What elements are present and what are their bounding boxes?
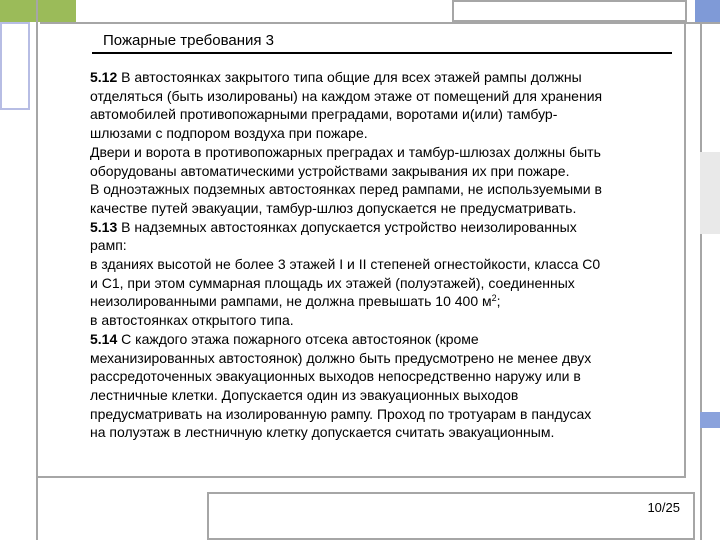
title-underline	[92, 52, 672, 54]
line-text: в зданиях высотой не более 3 этажей I и II степеней огнестойкости, класса С0	[90, 256, 601, 273]
line-text: неизолированными рампами, не должна превышать 10 400 м	[90, 293, 492, 310]
text-line	[90, 274, 685, 293]
section-number: 5.14	[90, 330, 118, 347]
decorative-lavender-frame	[0, 22, 30, 110]
text-line	[90, 162, 685, 181]
text-line	[90, 124, 685, 143]
text-line	[90, 255, 685, 274]
line-text: С каждого этажа пожарного отсека автостоянок (кроме	[117, 330, 479, 347]
decorative-blue-square	[695, 0, 720, 22]
decorative-gray-frame	[452, 0, 687, 22]
text-line	[90, 386, 685, 405]
line-text: автомобилей противопожарными преградами, воротами и(или) тамбур-	[90, 106, 558, 123]
line-text: лестничные клетки. Допускается один из эвакуационных выходов	[90, 386, 519, 403]
text-line	[90, 180, 685, 199]
text-line	[90, 292, 685, 311]
line-text: отделяться (быть изолированы) на каждом этаже от помещений для хранения	[90, 87, 603, 104]
text-line	[90, 218, 685, 237]
line-text: В автостоянках закрытого типа общие для всех этажей рампы должны	[117, 69, 582, 85]
text-line	[90, 311, 685, 330]
page-number: 10/25	[647, 500, 680, 515]
superscript: 2	[491, 293, 497, 304]
line-text: рассредоточенных эвакуационных выходов непосредственно наружу или в	[90, 368, 581, 385]
slide-title: Пожарные требования 3	[103, 32, 275, 49]
section-number: 5.12	[90, 69, 118, 85]
line-text: В надземных автостоянках допускается устройство неизолированных	[117, 218, 577, 235]
text-line	[90, 143, 685, 162]
text-line	[90, 68, 685, 87]
line-text: Двери и ворота в противопожарных преградах и тамбур-шлюзах должны быть	[90, 143, 601, 160]
frame-line-bottom	[36, 476, 684, 478]
line-text: качестве путей эвакуации, тамбур-шлюз допускается не предусматривать.	[90, 199, 577, 216]
slide-body-text	[90, 68, 685, 442]
text-line	[90, 330, 685, 349]
line-text: рамп:	[90, 237, 127, 254]
frame-line-left	[36, 0, 38, 540]
text-line	[90, 105, 685, 124]
text-line	[90, 236, 685, 255]
decorative-bottom-frame	[207, 492, 695, 540]
text-line	[90, 405, 685, 424]
decorative-gray-block	[700, 152, 720, 234]
line-text: на полуэтаж в лестничную клетку допускается считать эвакуационным.	[90, 424, 555, 441]
text-line	[90, 367, 685, 386]
text-line	[90, 87, 685, 106]
line-text: предусматривать на изолированную рампу. Проход по тротуарам в пандусах	[90, 405, 592, 422]
line-text: В одноэтажных подземных автостоянках перед рампами, не используемыми в	[90, 181, 602, 198]
line-text: оборудованы автоматическими устройствами закрывания их при пожаре.	[90, 162, 570, 179]
section-number: 5.13	[90, 218, 118, 235]
line-text: и С1, при этом суммарная площадь их этажей (полуэтажей), соединенных	[90, 274, 575, 291]
text-line	[90, 199, 685, 218]
text-line	[90, 349, 685, 368]
line-text: механизированных автостоянок) должно быть предусмотрено не менее двух	[90, 349, 592, 366]
text-line	[90, 423, 685, 442]
line-text: шлюзами с подпором воздуха при пожаре.	[90, 125, 368, 142]
frame-line-right	[700, 22, 702, 540]
frame-line-top	[40, 22, 720, 24]
line-text-suffix: ;	[496, 293, 501, 310]
line-text: в автостоянках открытого типа.	[90, 312, 294, 329]
decorative-blue-block	[700, 412, 720, 428]
decorative-green-square	[0, 0, 76, 22]
